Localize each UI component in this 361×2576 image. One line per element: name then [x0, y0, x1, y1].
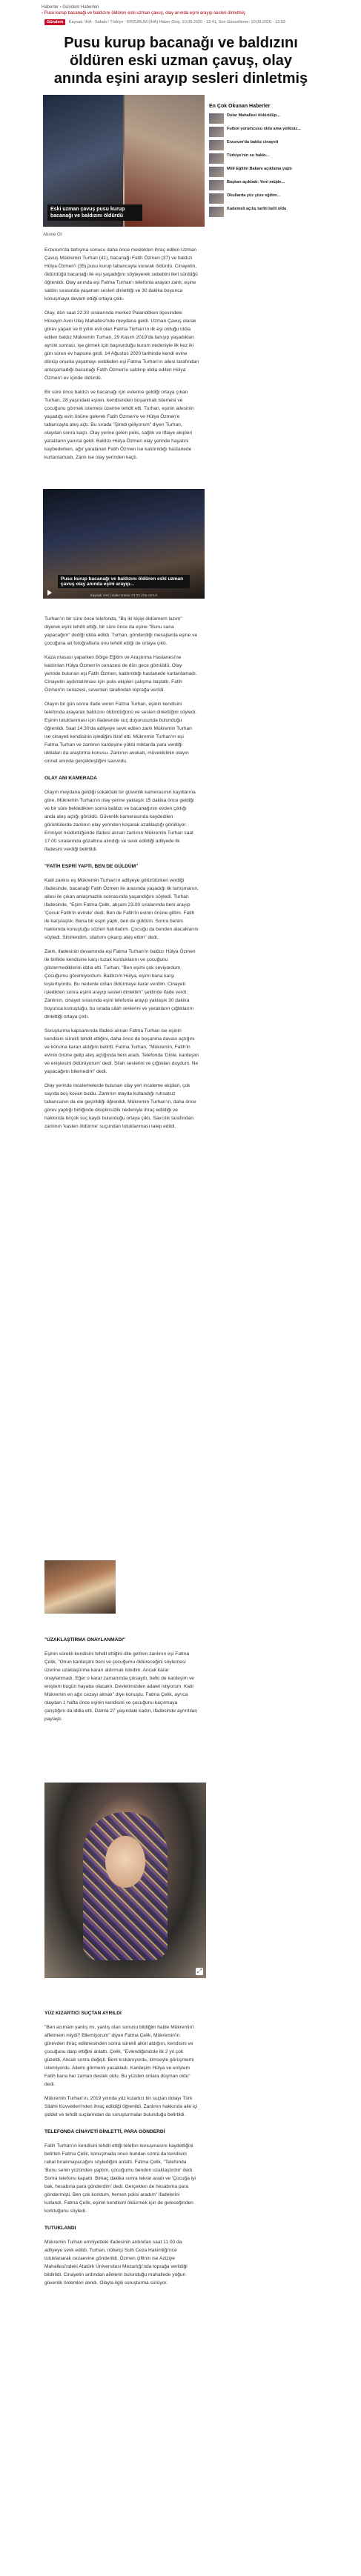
category-badge[interactable]: Gündem: [44, 19, 65, 25]
sidebar-item[interactable]: [209, 153, 320, 164]
face-shape: [105, 1836, 145, 1888]
breadcrumb-line-1[interactable]: Haberler › Gündem Haberleri: [42, 5, 99, 10]
sidebar-item[interactable]: [209, 167, 320, 177]
sidebar-item-label: Türkiye'nin su hakkı...: [227, 153, 270, 158]
paragraph: Zanlı, ifadesinin devamında eşi Fatma Turhan'ın baldızı Hülya Özmen ile birlikte kendisine karşı tuzak kurduklarını ve çocuğunu göstermediklerini iddia etti. Turhan, "Ben eşimi çok seviyordum. Çocuğumu göremiyordum. Baldızım Hülya, eşimi bana karşı kışkırtıyordu. Bu nedenle onları öldürmeye karar verdim. Cinayeti işledikten sonra eşimi arayıp sesleri dinlettim" şeklinde ifade verdi. Zanlının, cinayet sırasında eşini telefonla arayıp yaklaşık 30 dakika boyunca konuştuğu, bu sırada silah seslerini ve yaralıların çığlıklarını dinlettiği ortaya çıktı.: [44, 949, 196, 1019]
paragraph: Soruşturma kapsamında ifadesi alınan Fatma Turhan ise eşinin kendisini sürekli tehdit ettiğini, daha önce de boşanma davası açtığını ve koruma kararı aldığını belirtti. Fatma Turhan, "Mükremin, Fatih'in evinin önüne gelip ateş açtığında beni aradı. Telefonda 'Dinle, kardeşini ve eniştesini öldürüyorum' dedi. Silah seslerini ve çığlıkları duydum. Ne yapacağımı bilemedim" dedi.: [44, 1028, 199, 1074]
section-heading: TUTUKLANDI: [44, 2226, 76, 2231]
paragraph: Eşinin sürekli kendisini tehdit ettiğini dile getiren zanlının eşi Fatma Çelik, "Onun kardeşimi beni ve çocuğumu öldüreceğini söylemesi üzerine uzaklaştırma kararı aldırmak istedim. Ancak karar onaylanmadı. Eğer o karar zamanında çıksaydı, belki de kardeşim ve eniştem bugün hayatta olacaktı. Devletimizden adalet istiyorum. Katil Mükremin en ağır cezayı almalı" diye konuştu. Fatma Çelik, ayrıca olaydan 1 hafta önce eşinin kendisini ve çocuğunu kaçırmaya çalıştığını da iddia etti. Damla 27 yaşındaki kadın, ifadesinde ayrıntıları paylaştı.: [44, 1651, 198, 1722]
sidebar-item[interactable]: [209, 193, 320, 204]
paragraph: Olay, dün saat 22.30 sıralarında merkez Palandöken ilçesindeki Hüseyin Avni Ulaş Mahallesi'nde meydana geldi. Uzman Çavuş olarak görev yapan ve 8 yıllık evli olan Fatma Turhan'ın ilk eşi olduğu iddia edilen baldız Mükremin Turhan, 29 Kasım 2019'da tanışıp yaşadıkları ayrılık sonrası, işe girmek için başvurduğu kurum nedeniyle ilk kez iki gün süren ev hapsine girdi. 14 Ağustos 2020 tarihinde kendi evine dönüp onunla yaşamayı reddeden eşi Fatma Turhan'ın ailesi tarafından anlaşamadığı bacanağı Fatih Özmen'e saldırıp iddia edilen Hülya Özmen'i ev içinde öldürdü.: [44, 310, 199, 381]
section-heading: TELEFONDA CİNAYETİ DİNLETTİ, PARA GÖNDERDİ: [44, 2129, 165, 2134]
paragraph: Fatih Turhan'ın kendisini tehdit ettiği telefon konuşmasını kaydettiğini belirten Fatma Çelik, konuşmada onun bundan sonra da kendisini rahat bırakmayacağını söylediğini anlattı. Fatma Çelik, "Telefonda 'Bunu senin yüzünden yaptım, çocuğumu benden uzaklaştırdın' dedi. Sonra telefonu kapattı. Birkaç dakika sonra tekrar aradı ve 'Çocuğa iyi bak, hesabına para gönderdim' dedi. Gerçekten de hesabıma para göndermişti. Ben çok korktum, hemen polisi aradım" ifadelerini kullandı. Fatma Çelik, eşinin kendisini öldürmek için de geleceğinden korktuğunu söyledi.: [44, 2143, 196, 2214]
section-heading: OLAY ANI KAMERADA: [44, 776, 97, 781]
sidebar-item[interactable]: [209, 207, 320, 217]
sidebar-item[interactable]: [209, 180, 320, 190]
sidebar-thumb: [209, 140, 224, 150]
sidebar-thumb: [209, 127, 224, 137]
paragraph: Olayın meydana geldiği sokaktaki bir güvenlik kamerasının kayıtlarına göre, Mükremin Turhan'ın olay yerine yaklaşık 15 dakika önce geldiği ve bir süre bekledikten sonra baldızı ve bacanağının evden çıktığı anda ateş açtığı görüldü. Güvenlik kamerasında kaydedilen görüntülerde zanlının olay yerinden koşarak uzaklaştığı görülüyor. Emniyet müdürlüğünde ifadesi alınan zanlının Mükremin Turhan saat 17.00 sıralarında gözaltına alındığı ve sevk edildiği adliyede ilk ifadesini verdiği belirtildi.: [44, 790, 196, 852]
article-headline: Pusu kurup bacanağı ve baldızını öldüren eski uzman çavuş, olay anında eşini arayıp sesleri dinletmiş: [53, 35, 308, 87]
sidebar-item[interactable]: [209, 140, 320, 150]
video-player[interactable]: [43, 489, 205, 599]
article-body-1: [44, 615, 199, 1136]
paragraph: Olay yerinde incelemelerde bulunan olay yeri inceleme ekipleri, çok sayıda boş kovan buldu. Zanlının olayda kullandığı ruhsatsız tabancanın da ele geçirildiği öğrenildi. Mükremin Turhan'ın, daha önce görev yaptığı birliğinde disiplinsizlik nedeniyle ihraç edildiği ve hakkında birçok suç kaydı bulunduğu ortaya çıktı. Savcılık tarafından zanlının 'kasten öldürme' suçundan tutuklanması talep edildi.: [44, 1083, 196, 1129]
sidebar-item-label: Futbol yorumcusu oldu ama yetkisiz...: [227, 127, 301, 131]
paragraph: Kaza masası yaparken Bölge Eğitim ve Araştırma Hastanesi'ne kaldırılan Hülya Özmen'in cenazesi de dün gece gömüldü. Olay yerinde bulunan eşi Fatih Özmen, kaldırıldığı hastanede kurtarılamadı. Cinayetin aydınlatılması için polis ekipleri çalışma başlattı. Fatih Özmen'in cenazesi, sevenleri tarafından toprağa verildi.: [44, 655, 197, 693]
sidebar-thumb: [209, 153, 224, 164]
zoom-icon[interactable]: ⤢: [196, 1968, 202, 1974]
breadcrumb: [42, 4, 323, 16]
sidebar-item-label: Milli Eğitim Bakanı açıklama yaptı: [227, 167, 292, 171]
subscribe-link[interactable]: Abone Ol: [43, 233, 62, 237]
article-intro: [44, 246, 199, 467]
sidebar-thumb: [209, 167, 224, 177]
section-heading: YÜZ KIZARTICI SUÇTAN AYRILDI: [44, 2011, 122, 2016]
sidebar-thumb: [209, 193, 224, 204]
paragraph: "Ben acımam yanlış mı, yanlış olan sonunu bildiğim halde Mükremin'i affetmem miydi? Bilemiyorum" diyen Fatma Çelik, Mükremin'in görevden ihraç edilmesinden sonra sürekli alkol aldığını, kendisini ve çocuğunu darp ettiğini anlattı. Çelik, "Evlendiğimizde ilk 2 yıl çok güzeldi. Ancak sonra değişti. Beni kıskanıyordu, kimseyle görüşmemi istemiyordu. Ailemi görmemi yasakladı. Kardeşim Hülya ve eniştem Fatih bana her zaman destek oldu. Bu yüzden onlara düşman oldu" dedi.: [44, 2025, 194, 2087]
paragraph: Katil zanlısı eş Mükremin Turhan'ın adliyeye götürülürken verdiği ifadesinde, bacanağı Fatih Özmen ile arasında yaşadığı ilk tartışmanın, ailesi ile çıkan anlaşmazlık sonrasında yaşandığını söyledi. Turhan ifadesinde, "Eşim Fatma Çelik, akşam 23.00 sıralarında beni arayıp 'Çocuk Fatih'in evinde' dedi. Ben de Fatih'in evinin önüne gittim. Fatih ile karşılaştık. Bana bir espri yaptı, ben de güldüm. Sonra benim hakkımda konuştuğu sözleri hatırladım. Çocuğu da benden alacaklarını söyledi. Sinirlendim, silahımı çıkarıp ateş ettim" dedi.: [44, 878, 199, 940]
article-body-2: [44, 1627, 199, 1729]
paragraph: Bir süre önce baldızı ve bacanağı için evlerine geldiği ortaya çıkan Turhan, 28 yaşındaki eşinin, kendisinden boşanmak istemesi ve çocuğunu görmek istemesi üzerine tehdit etti. Turhan, eşinin ailesinin yaşadığı evin önüne gelerek Fatih Özmen'e ve Hülya Özmen'e tabancayla ateş açtı. Bu sırada "Şimdi geliyorum" diyen Turhan, olaydan sonra kaçtı. Olay yerine gelen polis, sağlık ve itfaiye ekipleri yaralıların yanına geldi. Baldızı Hülya Özmen olay yerinde hayatını kaybederken, ağır yaralanan Fatih Özmen ise kaldırıldığı hastanede kurtarılamadı. Zanlı ise olay yerinden kaçtı.: [44, 390, 194, 460]
sidebar-item-label: Kademeli açılış tarihi belli oldu: [227, 207, 287, 211]
article-meta: [44, 19, 326, 25]
paragraph: Turhan'ın bir süre önce telefonda, "Bu iki kişiyi öldürmem lazım" diyerek eşini tehdit ettiği, bir süre önce da eşine "Bunu sana yapacağım" dediği iddia edildi. Turhan, gönderdiği mesajlarda eşine ve çocuğuna ait fotoğraflarla onu tehdit ettiği de ortaya çıktı.: [44, 616, 198, 646]
paragraph: Erzurum'da tartışma sonucu daha önce meslekten ihraç edilen Uzman Çavuş Mükremin Turhan (41), bacanağı Fatih Özmen (37) ve baldızı Hülya Özmen'i (35) pusu kurup tabancayla vurarak öldürdü. Cinayetin, öldürdüğü bacanağı ile eşi yaşadığını söyleyerek sebebini ileri sürdüğü öğrenildi. Olay anında eşi Fatma Turhan'ı telefonla arayan zanlı, eşine saldırı sırasında yaşanan sesleri dinlettiği ve 30 dakika boyunca konuşmaya devam ettiği ortaya çıktı.: [44, 247, 198, 302]
sidebar-item[interactable]: [209, 127, 320, 137]
sidebar-title: En Çok Okunan Haberler: [209, 104, 271, 109]
breadcrumb-line-2[interactable]: › Pusu kurup bacanağı ve baldızını öldüren eski uzman çavuş, olay anında eşini arayıp sesleri dinletmiş: [42, 11, 245, 16]
section-heading: "UZAKLAŞTIRMA ONAYLANMADI": [44, 1637, 126, 1643]
paragraph: Mükremin Turhan emniyetteki ifadesinin ardından saat 11.00 da adliyeye sevk edildi. Turhan, nöbetçi Sulh Ceza Hakimliği'nce tutuklanarak cezaevine gönderildi. Özmen çiftinin ise Aziziye Mahallesi'ndeki Atatürk Üniversitesi Mezarlığı'nda toprağa verildiği bildirildi. Cinayetin ardından ailelerin bulunduğu mahallede yoğun güvenlik önlemleri alındı. Olayla ilgili soruşturma sürüyor.: [44, 2240, 188, 2286]
sidebar-item-label: Okullarda yüz yüze eğitim...: [227, 193, 281, 198]
video-caption: Pusu kurup bacanağı ve baldızını öldüren eski uzman çavuş olay anında eşini arayıp...: [58, 575, 190, 588]
sidebar-item-label: Başkan açıkladı: Yeni müjde...: [227, 180, 285, 184]
meta-text: Kaynak: İHA - Sabah / Türkiye - ERZURUM (İHA) Haber Giriş: 10.09.2020 - 13:41, Son Güncelleme: 10.09.2020 - 13:53: [68, 20, 285, 24]
article-image[interactable]: [44, 1560, 116, 1614]
article-body-3: [44, 2000, 199, 2293]
paragraph: Olayın bir gün sonra ifade veren Fatma Turhan, eşinin kendisini telefonda arayarak baldızını öldürdüğünü ve sesleri dinlettiğini söyledi. Eşinin tutuklanması için ifadesinde suç duyurusunda bulunduğu öğrenildi. Saat 14.30'da adliyeye sevk edilen zanlı Mükremin Turhan ise cinayeti kendisinin işlediğini itiraf etti. Mükremin Turhan'ın eşi Fatma Turhan ve zanlının kardeşine yüklü miktarda para verdiği iddiaları da araştırma konusu. Zanlının avukatı, müvekkilinin olayın cinnet anında gerçekleştiğini savundu.: [44, 702, 196, 764]
sidebar-item[interactable]: [209, 113, 320, 124]
section-heading: "FATİH ESPRİ YAPTI, BEN DE GÜLDÜM": [44, 864, 139, 869]
sidebar-item-label: Dolar Mahallesi öldürülüp...: [227, 113, 280, 118]
most-read-sidebar: [209, 104, 320, 220]
article-image-large[interactable]: [44, 1783, 206, 1978]
video-source: Kaynak: İHA | Video süresi: 01:23 | iha.com.tr: [90, 593, 158, 597]
hero-image[interactable]: [43, 95, 205, 227]
sidebar-thumb: [209, 180, 224, 190]
sidebar-thumb: [209, 207, 224, 217]
sidebar-item-label: Erzurum'da baldız cinayeti: [227, 140, 279, 144]
hero-caption: Eski uzman çavuş pusu kurup bacanağı ve baldızını öldürdü: [47, 204, 142, 221]
sidebar-thumb: [209, 113, 224, 124]
paragraph: Mükremin Turhan'ın, 2019 yılında yüz kızartıcı bir suçtan dolayı Türk Silahlı Kuvvetleri'nden ihraç edildiği öğrenildi. Zanlının hakkında aile içi şiddet ve tehdit suçlarından da soruşturmalar bulunduğu belirtildi.: [44, 2096, 198, 2117]
